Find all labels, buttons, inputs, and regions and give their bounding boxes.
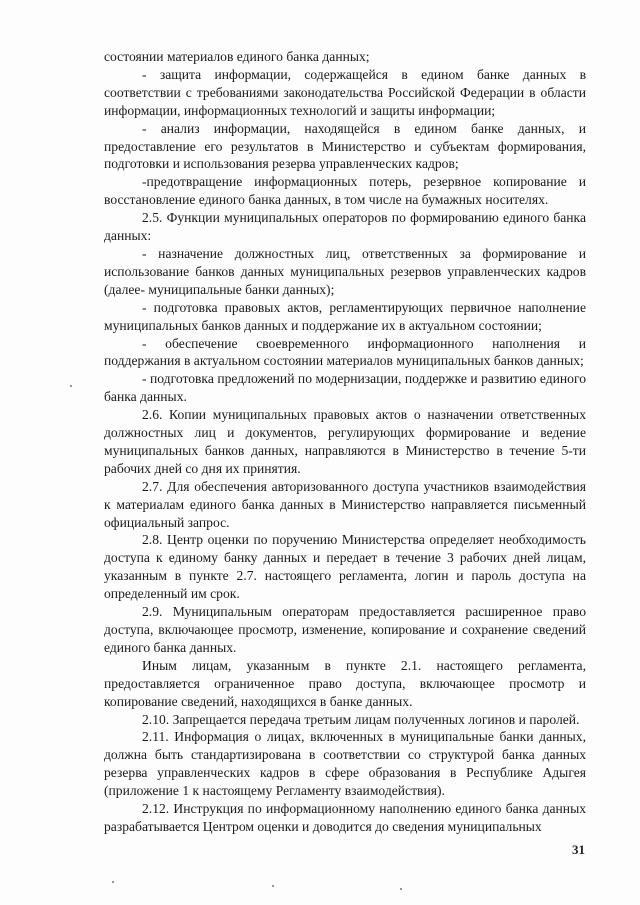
paragraph-text: состоянии материалов единого банка данных;: [104, 49, 370, 64]
clause-2-10: 2.10. Запрещается передача третьим лицам полученных логинов и паролей.: [142, 711, 580, 727]
clause-2-11: 2.11. Информация о лицах, включенных в муниципальные банки данных, должна быть стандартизирована в соответствии со структурой банка данных резерва управленческих кадров в сфере образования в Республике Адыгея (приложение 1 к настоящему Регламенту взаимодействия).: [104, 729, 586, 799]
clause-2-8: 2.8. Центр оценки по поручению Министерства определяет необходимость доступа к единому банку данных и передает в течение 3 рабочих дней лицам, указанным в пункте 2.7. настоящего регламента, логин и пароль доступа на определенный им срок.: [104, 532, 586, 602]
paragraph-text: - защита информации, содержащейся в едином банке данных в соответствии с требованиями законодательства Российской Федерации в области информации, информационных технологий и защиты информации;: [104, 66, 586, 118]
paragraph-text: - подготовка предложений по модернизации, поддержке и развитию единого банка данных.: [104, 371, 586, 405]
scan-speck: [272, 885, 274, 887]
scan-speck: [70, 385, 72, 387]
clause-2-9: 2.9. Муниципальным операторам предоставляется расширенное право доступа, включающее просмотр, изменение, копирование и сохранение сведений единого банка данных.: [104, 604, 586, 655]
clause-2-12: 2.12. Инструкция по информационному наполнению единого банка данных разрабатывается Центром оценки и доводится до сведения муниципальных: [104, 801, 586, 834]
paragraph-text: - обеспечение своевременного информационного наполнения и поддержания в актуальном состоянии материалов муниципальных банков данных;: [104, 335, 586, 369]
clause-2-7: 2.7. Для обеспечения авторизованного доступа участников взаимодействия к материалам единого банка данных в Министерство направляется письменный официальный запрос.: [104, 478, 586, 530]
section-heading-2-5: 2.5. Функции муниципальных операторов по формированию единого банка данных:: [104, 210, 586, 244]
paragraph-text: - анализ информации, находящейся в едином банке данных, и предоставление его результатов в Министерство и субъектам формирования, подготовки и использования резерва управленческих кадров;: [104, 120, 586, 172]
document-body: [104, 48, 586, 836]
paragraph-text: - назначение должностных лиц, ответственных за формирование и использование банков данных муниципальных резервов управленческих кадров (далее- муниципальные банки данных);: [104, 245, 586, 297]
scan-speck: [400, 888, 402, 890]
paragraph-text: Иным лицам, указанным в пункте 2.1. настоящего регламента, предоставляется ограниченное право доступа, включающее просмотр и копирование сведений, находящихся в банке данных.: [104, 657, 586, 709]
page-number: 31: [572, 842, 585, 857]
scan-speck: [112, 881, 114, 883]
clause-2-6: 2.6. Копии муниципальных правовых актов о назначении ответственных должностных лиц и документов, регулирующих формирование и ведение муниципальных банков данных, направляются в Министерство в течение 5-ти рабочих дней со дня их принятия.: [104, 407, 586, 476]
paragraph-text: -предотвращение информационных потерь, резервное копирование и восстановление единого банка данных, в том числе на бумажных носителях.: [104, 174, 586, 208]
paragraph-text: - подготовка правовых актов, регламентирующих первичное наполнение муниципальных банков данных и поддержание их в актуальном состоянии;: [104, 299, 586, 333]
